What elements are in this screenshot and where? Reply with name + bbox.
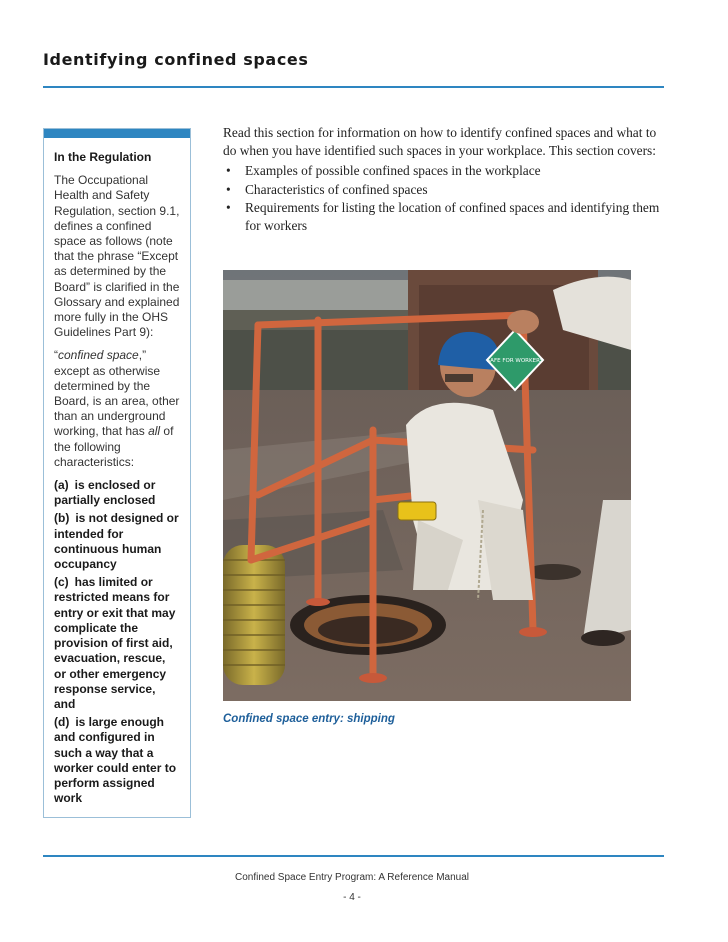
list-item: • Examples of possible confined spaces in the workplace [223,162,663,180]
definition-tail: of the following characteristics: [54,424,174,469]
list-item: • Characteristics of confined spaces [223,181,663,199]
item-letter: (c) [54,575,69,590]
definition-rest: except as otherwise determined by the Board, is an area, other than an underground working, that has [54,363,180,439]
intro-paragraph: Read this section for information on how to identify confined spaces and what to do when you have identified such spaces in your workplace. This section covers: [223,125,657,158]
list-item [54,575,180,712]
list-item [54,715,180,806]
section-intro [223,124,663,235]
sidebar-heading: In the Regulation [54,150,152,164]
covers-list [223,162,663,234]
item-letter: (a) [54,478,69,493]
item-letter: (d) [54,715,70,730]
item-text: is not designed or intended for continuous human occupancy [54,511,179,572]
confined-space-photo [223,270,631,701]
regulation-sidebar [43,128,191,818]
sidebar-definition [54,348,180,470]
list-item [54,511,180,572]
item-letter: (b) [54,511,70,526]
footer-manual-title: Confined Space Entry Program: A Reference Manual [234,872,470,883]
sidebar-accent-bar [44,129,190,138]
sidebar-intro: The Occupational Health and Safety Regulation, section 9.1, defines a confined space as follows (note that the phrase “Except as determined by the Board” is clarified in the Glossary and explained more fully in the OHS Guidelines Part 9): [54,173,180,340]
list-item: • Requirements for listing the location of confined spaces and identifying them for workers [223,199,663,234]
characteristics-list [54,478,180,806]
footer-divider [43,855,664,857]
definition-emphasis: all [148,424,161,439]
item-text: is enclosed or partially enclosed [54,478,156,508]
header-divider [43,86,664,88]
definition-close-quote: ,” [138,348,147,363]
item-text: has limited or restricted means for entry or exit that may complicate the provision of first aid, evacuation, rescue, or other emergency response service, and [54,575,176,711]
page-title: Identifying confined spaces [43,50,309,69]
safe-tag-label: SAFE FOR WORKERS [486,358,544,364]
item-text: is large enough and configured in such a way that a worker could enter to perform assigned work [54,715,177,806]
photo-caption: Confined space entry: shipping [223,713,395,725]
list-item [54,478,180,508]
page-number: - 4 - [343,892,361,903]
definition-open-quote: “ [54,348,58,363]
definition-term: confined space [58,348,139,363]
